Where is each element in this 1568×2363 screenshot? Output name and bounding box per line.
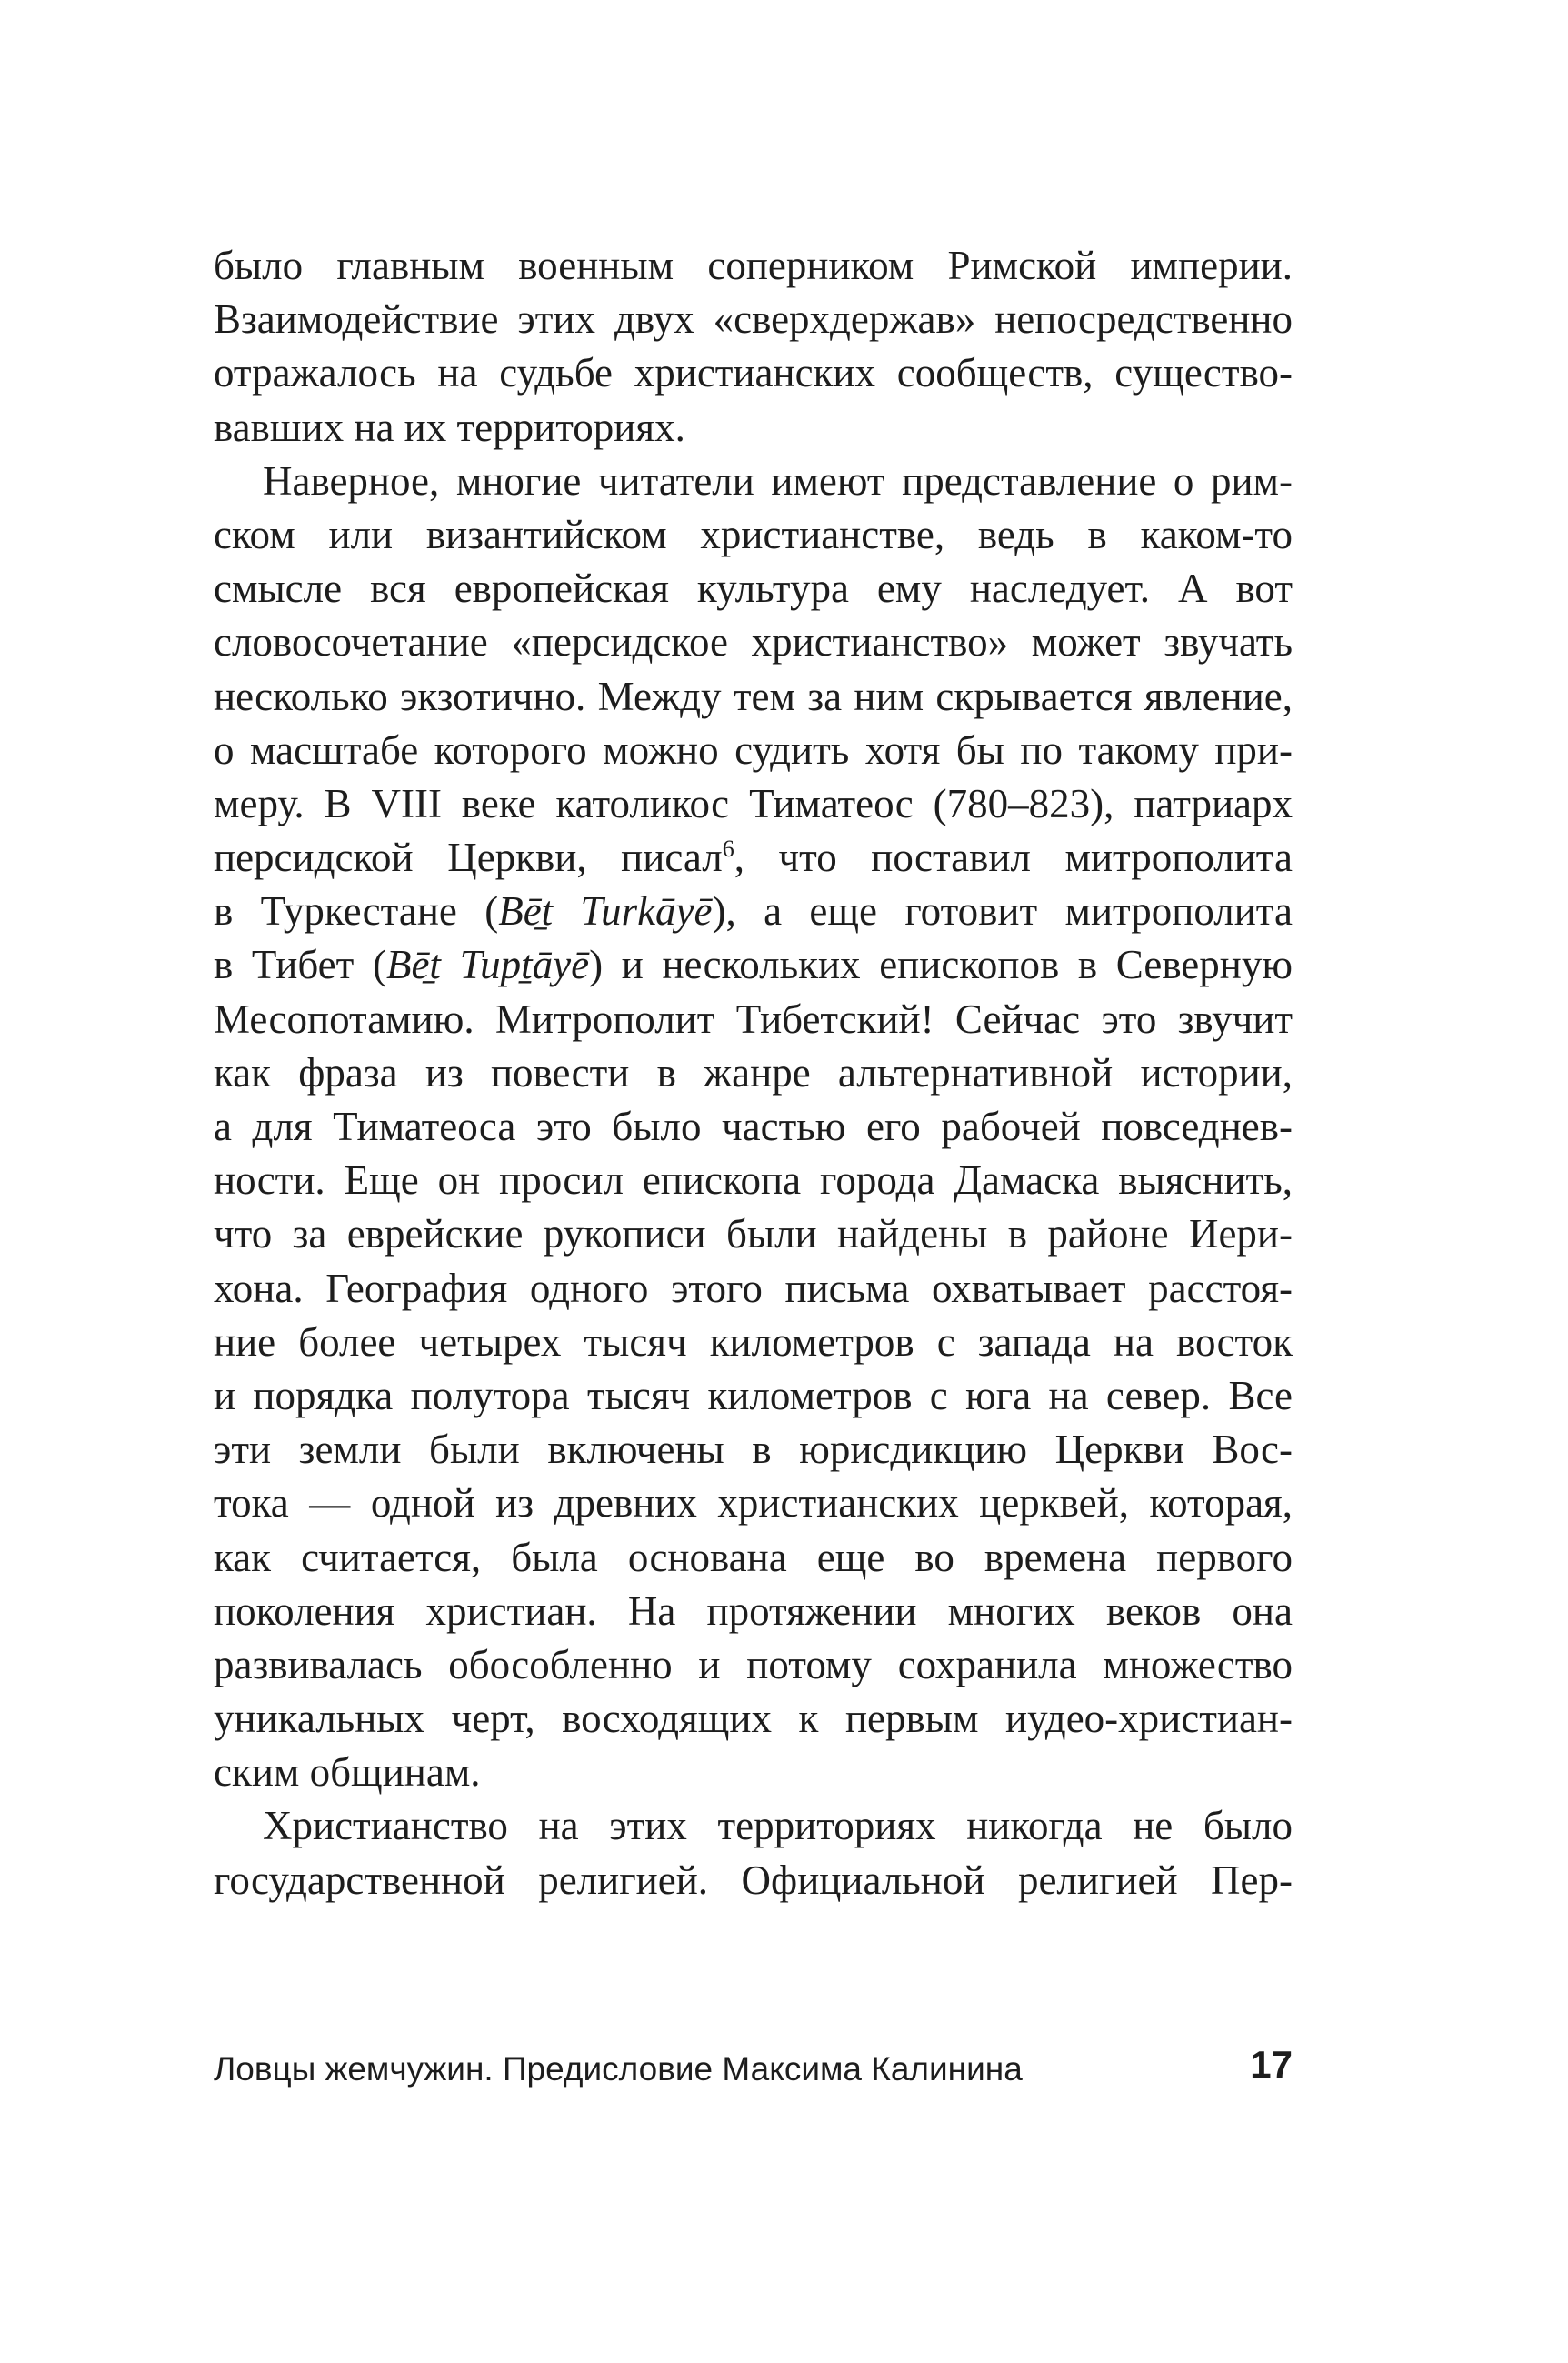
text-line: и порядка полутора тысяч километров с юга на север. Все xyxy=(214,1372,1293,1418)
text-line: несколько экзотично. Между тем за ним скрывается явление, xyxy=(214,673,1293,719)
text-fragment: в Тибет ( xyxy=(214,942,386,988)
running-head: Ловцы жемчужин. Предисловие Максима Калинина xyxy=(214,2050,1023,2088)
text-line: ности. Еще он просил епископа города Дамаска выяснить, xyxy=(214,1157,1293,1204)
body-text xyxy=(214,239,1293,1907)
text-line: ским общинам. xyxy=(214,1749,481,1796)
text-line: Христианство на этих территориях никогда не было xyxy=(263,1803,1293,1849)
text-line: смысле вся европейская культура ему наследует. А вот xyxy=(214,566,1293,612)
text-line: отражалось на судьбе христианских сообществ, существо- xyxy=(214,350,1293,396)
text-line-with-footnote xyxy=(214,831,1293,885)
text-line: хона. География одного этого письма охватывает расстоя- xyxy=(214,1265,1293,1311)
text-fragment: в Туркестане ( xyxy=(214,888,499,935)
text-fragment: ), а еще готовит митрополита xyxy=(712,888,1293,935)
paragraph xyxy=(214,1799,1293,1907)
text-line: вавших на их территориях. xyxy=(214,404,685,450)
transliteration: Bē̱t Turkāyē xyxy=(498,888,713,935)
text-line: государственной религией. Официальной религией Пер- xyxy=(214,1857,1293,1903)
text-line: Месопотамию. Митрополит Тибетский! Сейчас это звучит xyxy=(214,996,1293,1042)
text-line: развивалась обособленно и потому сохранила множество xyxy=(214,1641,1293,1687)
text-line: о масштабе которого можно судить хотя бы по такому при- xyxy=(214,726,1293,773)
text-line-with-transliteration xyxy=(214,885,1293,938)
text-fragment: , что поставил митрополита xyxy=(734,835,1293,881)
text-fragment: ) и нескольких епископов в Северную xyxy=(589,942,1293,988)
text-line: а для Тиматеоса это было частью его рабочей повседнев- xyxy=(214,1104,1293,1149)
text-fragment: персидской Церкви, писал xyxy=(214,835,723,881)
text-line: тока — одной из древних христианских церквей, которая, xyxy=(214,1480,1293,1527)
text-line: Наверное, многие читатели имеют представление о рим- xyxy=(263,457,1293,504)
text-line: эти земли были включены в юрисдикцию Церкви Вос- xyxy=(214,1427,1293,1473)
text-line: ние более четырех тысяч километров с запада на восток xyxy=(214,1318,1293,1365)
text-line: как считается, была основана еще во времена первого xyxy=(214,1534,1293,1580)
text-line: что за еврейские рукописи были найдены в районе Иери- xyxy=(214,1211,1293,1257)
text-line-with-transliteration xyxy=(214,938,1293,992)
footnote-marker: 6 xyxy=(722,836,734,863)
text-line: меру. В VIII веке католикос Тиматеос (780–823), патриарх xyxy=(214,780,1293,826)
transliteration: Bē̱t Tupṯāyē xyxy=(385,942,590,988)
text-line: словосочетание «персидское христианство» может звучать xyxy=(214,619,1293,666)
text-line: было главным военным соперником Римской империи. xyxy=(214,243,1293,288)
text-line: ском или византийском христианстве, ведь в каком-то xyxy=(214,511,1293,557)
paragraph xyxy=(214,239,1293,455)
text-line: как фраза из повести в жанре альтернативной истории, xyxy=(214,1049,1293,1096)
paragraph xyxy=(214,455,1293,1800)
text-line: Взаимодействие этих двух «сверхдержав» непосредственно xyxy=(214,296,1293,343)
page-footer xyxy=(214,2043,1293,2098)
text-line: поколения христиан. На протяжении многих веков она xyxy=(214,1587,1293,1634)
page-number: 17 xyxy=(1250,2043,1293,2086)
text-line: уникальных черт, восходящих к первым иудео-христиан- xyxy=(214,1696,1293,1742)
